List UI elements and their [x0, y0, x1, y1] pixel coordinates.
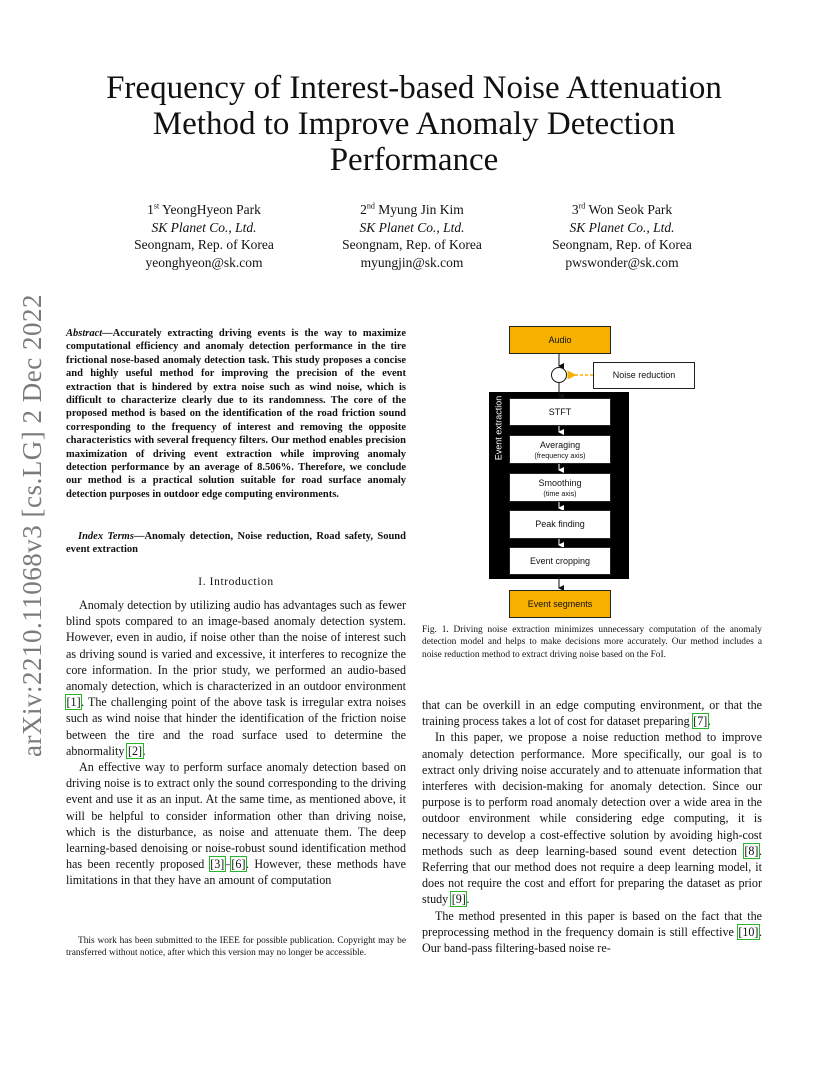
- author-city: Seongnam, Rep. of Korea: [342, 237, 482, 252]
- peak-finding-box: Peak finding: [509, 510, 611, 539]
- abstract-text: —Accurately extracting driving events is the way to maximize computational efficiency and anomaly detection performance in the tire frictional nose-based anomaly detection task. This study proposes a concise and highly useful method for improving the precision of the event extraction that is hindered by extra noise such as wind noise, which is difficult to characterize clearly due to its randomness. The core of the proposed method is based on the identification of the road friction sound corresponding to the frequency of interest and removing the opposite characteristics with several frequency filters. Our method enables precision maximization of driving event extraction while improving anomaly detection performance by an average of 8.506%. Therefore, we conclude our method is a practical solution suitable for road surface anomaly detection purposes in outdoor edge computing environments.: [66, 328, 406, 500]
- author-affiliation: SK Planet Co., Ltd.: [359, 219, 465, 235]
- smoothing-box: Smoothing (time axis): [509, 473, 611, 502]
- citation-link[interactable]: [3]: [210, 857, 225, 872]
- averaging-box: Averaging (frequency axis): [509, 435, 611, 464]
- event-cropping-box: Event cropping: [509, 547, 611, 575]
- author-block-2: [302, 201, 522, 271]
- stft-box: STFT: [509, 398, 611, 426]
- author-block-1: [94, 201, 314, 271]
- index-terms-heading: Index Terms: [78, 531, 134, 542]
- author-name: 1st YeongHyeon Park: [147, 201, 261, 217]
- citation-link[interactable]: [9]: [451, 892, 466, 907]
- paragraph: An effective way to perform surface anomaly detection based on driving noise is to extract only the sound corresponding to the driving event and use it as an input. At the same time, as mentioned above, it will be helpful to consider information other than driving noise, which is the disturbance, as noise and attenuate them. The deep learning-based denoising or noise-robust sound identification method has been recently proposed [3]–[6]. However, these methods have limitations in that they have an amount of computation: [66, 760, 407, 888]
- author-city: Seongnam, Rep. of Korea: [552, 237, 692, 252]
- citation-link[interactable]: [1]: [66, 695, 81, 710]
- author-city: Seongnam, Rep. of Korea: [134, 237, 274, 252]
- paragraph: In this paper, we propose a noise reduction method to improve anomaly detection performance. More specifically, our goal is to extract only driving noise accurately and to attenuate information that interferes with decision-making for anomaly detection. Since our purpose is to perform road anomaly detection over a wide area in the outdoor environment while considering edge computing, it is necessary to develop a cost-effective solution by avoiding high-cost methods such as deep learning-based sound event detection [8]. Referring that our method does not require a deep learning model, it does not require the cost and effort for preparing the dataset as prior study [9].: [422, 730, 762, 907]
- intro-body: [66, 597, 406, 889]
- figure-caption: Fig. 1. Driving noise extraction minimizes unnecessary computation of the anomaly detection model and helps to make decisions more accurately. Our method includes a noise reduction method to extract driving noise based on the FoI.: [422, 625, 762, 660]
- index-terms-text: —Anomaly detection, Noise reduction, Road safety, Sound event extraction: [66, 531, 406, 556]
- citation-link[interactable]: [10]: [738, 924, 759, 939]
- index-terms: [66, 530, 406, 557]
- author-affiliation: SK Planet Co., Ltd.: [569, 219, 675, 235]
- paragraph: Anomaly detection by utilizing audio has advantages such as fewer blind spots compared to an image-based anomaly detection system. However, even in audio, if noise other than the noise of interest such as driving sound is varied and excessive, it interferes to recognize the core information. In the prior study, we performed an audio-based anomaly detection, which is characterized in an outdoor environment [1]. The challenging point of the above task is irregular extra noises such as wind noise that hinder the identification of the friction noise between the tire and the road surface used to determine the abnormality [2].: [66, 598, 406, 758]
- author-email: myungjin@sk.com: [360, 254, 464, 270]
- right-column-body: [422, 697, 762, 956]
- citation-link[interactable]: [8]: [744, 843, 759, 858]
- figure-diagram: [489, 326, 711, 620]
- author-block-3: [512, 201, 732, 271]
- arxiv-identifier: [6, 290, 58, 760]
- abstract-heading: Abstract: [66, 328, 103, 339]
- arxiv-identifier-text: arXiv:2210.11068v3 [cs.LG] 2 Dec 2022: [16, 293, 47, 757]
- author-email: pwswonder@sk.com: [565, 254, 679, 270]
- noise-reduction-box: Noise reduction: [593, 362, 695, 389]
- citation-link[interactable]: [7]: [693, 714, 708, 729]
- event-extraction-label: Event extraction: [493, 395, 504, 461]
- section-heading: I. Introduction: [198, 576, 274, 588]
- summing-node-icon: [552, 368, 567, 383]
- author-email: yeonghyeon@sk.com: [145, 254, 263, 270]
- event-segments-box: Event segments: [509, 590, 611, 618]
- author-name: 3rd Won Seok Park: [571, 201, 673, 217]
- audio-box: Audio: [509, 326, 611, 354]
- author-name: 2nd Myung Jin Kim: [360, 201, 464, 217]
- paragraph: The method presented in this paper is based on the fact that the preprocessing method in the frequency domain is still effective [10]. Our band-pass filtering-based noise re-: [422, 908, 762, 956]
- paper-title: Frequency of Interest-based Noise Attenuation Method to Improve Anomaly Detection Performance: [106, 70, 722, 178]
- citation-link[interactable]: [2]: [127, 743, 143, 758]
- author-affiliation: SK Planet Co., Ltd.: [151, 219, 257, 235]
- citation-link[interactable]: [6]: [231, 857, 246, 872]
- paragraph: that can be overkill in an edge computing environment, or that the training process takes a lot of cost for dataset preparing [7].: [422, 698, 762, 729]
- footnote: This work has been submitted to the IEEE for possible publication. Copyright may be transferred without notice, after which this version may no longer be accessible.: [66, 936, 406, 959]
- abstract: [66, 327, 406, 501]
